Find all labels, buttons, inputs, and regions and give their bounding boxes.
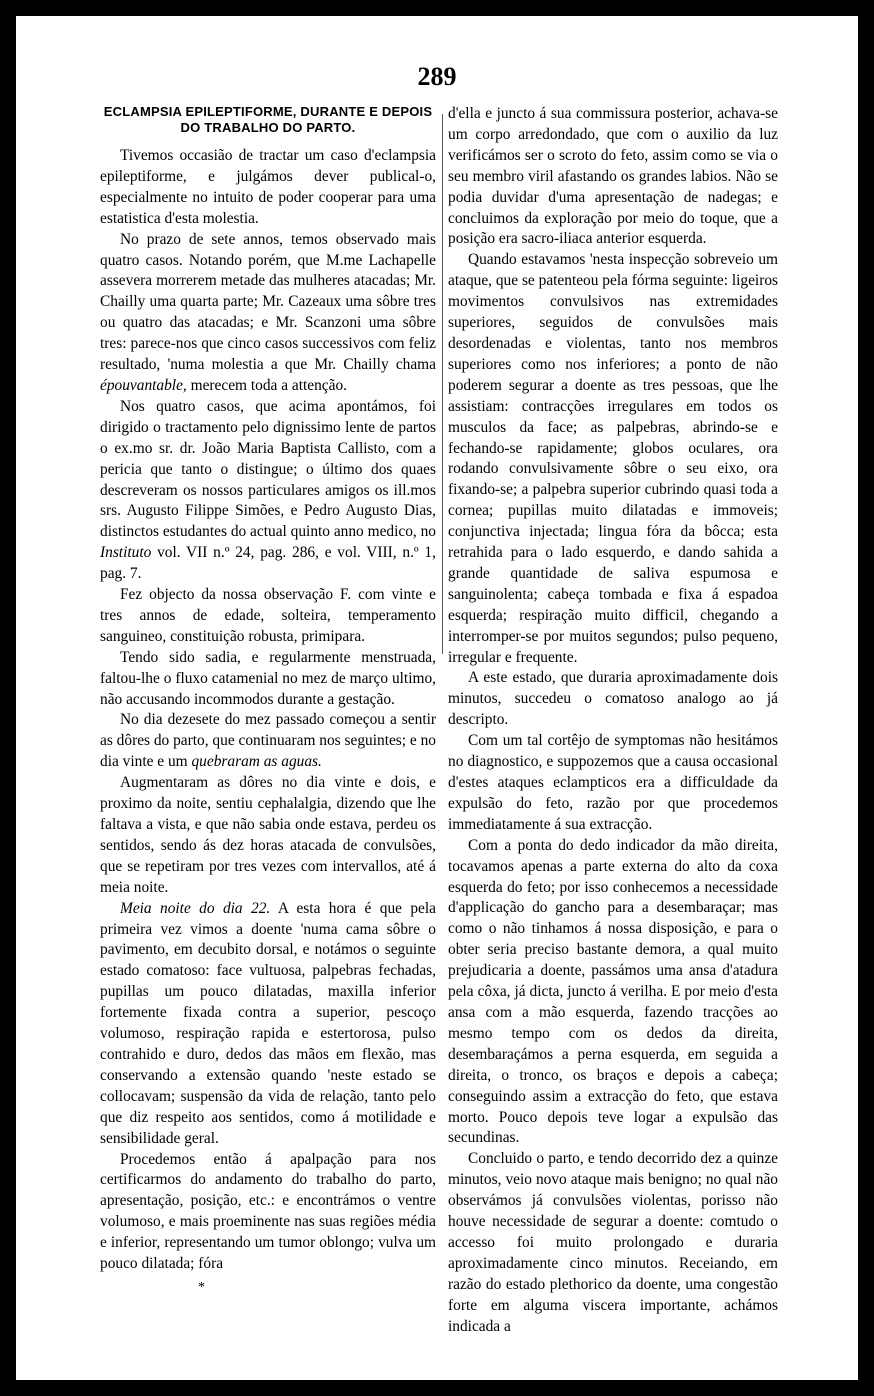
paragraph: Com um tal cortêjo de symptomas não hesitámos no diagnostico, e suppozemos que a causa occasional d'estes ataques eclampticos era a difficuldade da expulsão do feto, razão por que procedemos immediatamente á sua extracção. — [448, 732, 778, 833]
document-page — [16, 16, 858, 1380]
paragraph: Tendo sido sadia, e regularmente menstruada, faltou-lhe o fluxo catamenial no mez de março ultimo, não accusando incommodos durante a gestação. — [100, 648, 436, 708]
paragraph-text: merecem toda a attenção. — [190, 376, 348, 394]
italic-term: quebraram as aguas. — [191, 753, 322, 771]
paragraph-text: vol. VII n.º 24, pag. 286, e vol. VIII, n.º 1, pag. 7. — [100, 544, 436, 583]
left-column — [100, 104, 436, 1275]
heading-line-1: ECLAMPSIA EPILEPTIFORME, DURANTE E DEPOIS — [103, 104, 433, 119]
paragraph: Concluido o parto, e tendo decorrido dez a quinze minutos, veio novo ataque mais benigno; no qual não observámos já convulsões violentas, porisso não houve necessidade de segurar a doente: comtudo o accesso foi muito prolongado e duraria aproximadamente cinco minutos. Receiando, em razão do estado plethorico da doente, uma congestão forte em alguma viscera importante, achámos indicada a — [448, 1150, 778, 1335]
paragraph — [100, 710, 436, 773]
signature-mark: * — [198, 1280, 205, 1295]
paragraph-text: No dia dezesete do mez passado começou a sentir as dôres do parto, que continuaram nos seguintes; e no dia vinte e um — [100, 711, 436, 771]
paragraph-text: No prazo de sete annos, temos observado mais quatro casos. Notando porém, que M.me Lachapelle assevera morrerem metade das mulheres atacadas; Mr. Chailly uma quarta parte; Mr. Cazeaux uma sôbre tres ou quatro das atacadas; e Mr. Scanzoni uma sôbre tres: parece-nos que cinco casos successivos com feliz resultado, 'numa molestia a que Mr. Chailly chama — [100, 230, 436, 374]
paragraph: Fez objecto da nossa observação F. com vinte e tres annos de edade, solteira, temperamento sanguineo, constituição robusta, primipara. — [100, 586, 436, 645]
paragraph: Augmentaram as dôres no dia vinte e dois, e proximo da noite, sentiu cephalalgia, dizendo que lhe faltava a vista, e que não sabia onde estava, perdeu os sentidos, sendo ás dez horas atacada de convulsões, que se repetiram por tres vezes com intervallos, até á meia noite. — [100, 774, 436, 896]
italic-term: épouvantable, — [100, 376, 187, 394]
paragraph — [100, 230, 436, 397]
paragraph — [100, 899, 436, 1150]
column-divider — [442, 114, 443, 654]
italic-term: Instituto — [100, 544, 152, 562]
article-heading — [100, 104, 436, 136]
paragraph-text: Nos quatro casos, que acima apontámos, foi dirigido o tractamento pelo dignissimo lente de partos o ex.mo sr. dr. João Maria Baptista Callisto, com a pericia que tanto o distingue; o último dos quaes descreveram os nossos particulares amigos os ill.mos srs. Augusto Filippe Simões, e Pedro Augusto Dias, distinctos estudantes do actual quinto anno medico, no — [100, 397, 436, 541]
italic-term: Meia noite do dia 22. — [120, 899, 271, 917]
page-number: 289 — [417, 62, 457, 91]
paragraph-text: A esta hora é que pela primeira vez vimos a doente 'numa cama sôbre o pavimento, em decubito dorsal, e notámos o seguinte estado comatoso: face vultuosa, palpebras fechadas, pupillas um pouco dilatadas, maxilla inferior fortemente fixada contra a superior, pescoço volumoso, respiração rapida e estertorosa, pulso contrahido e duro, dedos das mãos em flexão, mas conservando a extensão quando 'neste estado se collocavam; suspensão da vida de relação, tanto pelo que diz respeito aos sentidos, como á motilidade e sensibilidade geral. — [100, 899, 436, 1147]
paragraph: Quando estavamos 'nesta inspecção sobreveio um ataque, que se patenteou pela fórma seguinte: ligeiros movimentos convulsivos nas extremidades superiores, seguidos de convulsões mais desordenadas e violentas, tanto nos membros superiores como nos inferiores; a ponto de não poderem segurar a doente as tres pessoas, que lhe assistiam: contracções irregulares em todos os musculos da face; as palpebras, abrindo-se e fechando-se rapidamente; globos oculares, ora rodando convulsivamente sôbre o seu eixo, ora fixando-se; a palpebra superior cubrindo quasi toda a cornea; pupillas muito dilatadas e immoveis; conjunctiva injectada; lingua fóra da bôcca; esta retrahida para o lado esquerdo, e dando sahida a grande quantidade de saliva espumosa e sanguinolenta; cabeça tombada e fixa á espadoa esquerda; respiração muito difficil, chegando a interromper-se por muitos segundos; pulso pequeno, irregular e frequente. — [448, 251, 778, 666]
paragraph: A este estado, que duraria aproximadamente dois minutos, succedeu o comatoso analogo ao já descripto. — [448, 669, 778, 729]
paragraph — [100, 397, 436, 585]
heading-line-2: DO TRABALHO DO PARTO. — [180, 120, 356, 135]
paragraph: d'ella e juncto á sua commissura posterior, achava-se um corpo arredondado, que com o auxilio da luz verificámos ser o scroto do feto, assim como se via o seu membro viril afastando os grandes labios. Não se podia duvidar d'uma apresentação de nadegas; e concluimos da exploração por meio do toque, que a posição era sacro-iliaca anterior esquerda. — [448, 105, 778, 248]
right-column — [448, 104, 778, 1337]
paragraph: Com a ponta do dedo indicador da mão direita, tocavamos apenas a parte externa do alto da coxa esquerda do feto; por isso conhecemos a necessidade d'applicação do gancho para a desembaraçar; mas como o não tinhamos á nossa disposição, e para o obter seria preciso bastante demora, a qual muito prejudicaria a doente, passámos uma ansa d'atadura pela côxa, já dicta, juncto á verilha. E por meio d'esta ansa com a mão esquerda, fazendo tracções ao mesmo tempo com os dedos da direita, desembaraçámos a perna esquerda, em seguida a direita, o tronco, os braços e depois a cabeça; conseguindo assim a extracção do feto, que estava morto. Pouco depois teve logar a expulsão das secundinas. — [448, 836, 778, 1147]
paragraph: Tivemos occasião de tractar um caso d'eclampsia epileptiforme, e julgámos dever publical-o, especialmente no intuito de poder cooperar para uma estatistica d'esta molestia. — [100, 147, 436, 227]
paragraph: Procedemos então á apalpação para nos certificarmos do andamento do trabalho do parto, apresentação, posição, etc.: e encontrámos o ventre volumoso, e mais proeminente nas suas regiões média e inferior, representando um tumor oblongo; vulva um pouco dilatada; fóra — [100, 1150, 436, 1273]
